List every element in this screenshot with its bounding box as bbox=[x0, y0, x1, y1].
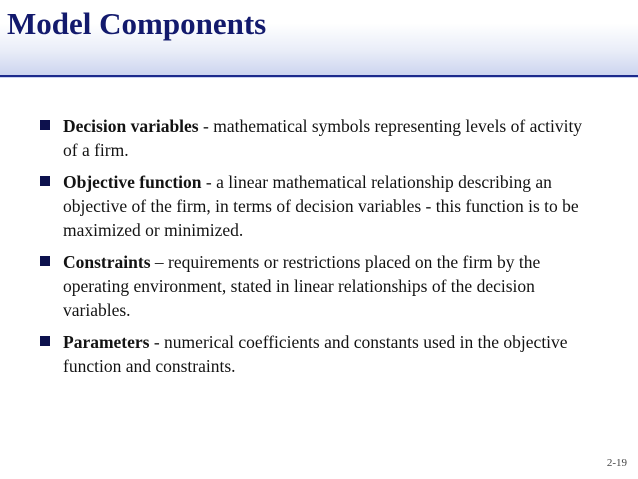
slide-header bbox=[0, 0, 638, 78]
bullet-item-decision-variables bbox=[40, 114, 600, 162]
bullet-text: – requirements or restrictions placed on the firm by the operating environment, stated in linear relationships of the decision variables. bbox=[63, 252, 541, 320]
bullet-list bbox=[40, 114, 600, 386]
bullet-term: Parameters bbox=[63, 332, 150, 352]
square-bullet-icon bbox=[40, 120, 50, 130]
bullet-term: Constraints bbox=[63, 252, 151, 272]
bullet-item-objective-function bbox=[40, 170, 600, 242]
bullet-term: Decision variables bbox=[63, 116, 199, 136]
square-bullet-icon bbox=[40, 336, 50, 346]
slide-number: 2-19 bbox=[606, 457, 627, 469]
slide-title: Model Components bbox=[7, 6, 267, 41]
bullet-item-constraints bbox=[40, 250, 600, 322]
square-bullet-icon bbox=[40, 176, 50, 186]
bullet-item-parameters bbox=[40, 330, 600, 378]
bullet-text: - numerical coefficients and constants used in the objective function and constraints. bbox=[63, 332, 568, 376]
header-divider bbox=[0, 75, 638, 77]
bullet-text: - mathematical symbols representing levels of activity of a firm. bbox=[63, 116, 583, 160]
square-bullet-icon bbox=[40, 256, 50, 266]
bullet-text: - a linear mathematical relationship describing an objective of the firm, in terms of decision variables - this function is to be maximized or minimized. bbox=[63, 172, 579, 240]
bullet-term: Objective function bbox=[63, 172, 202, 192]
